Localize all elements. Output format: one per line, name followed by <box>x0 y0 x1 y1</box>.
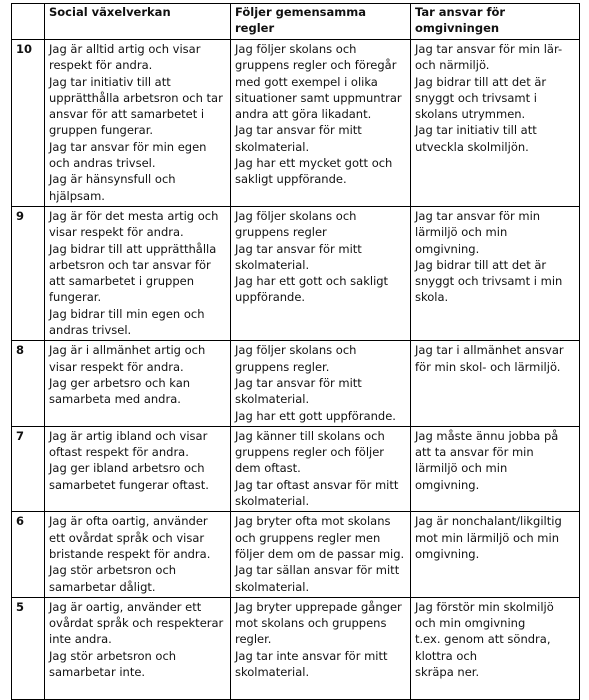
cell-line: Jag är ofta oartig, använder ett ovårdat språk och visar bristande respekt för andra. <box>49 514 211 561</box>
cell-line: Jag bidrar till att upprätthålla arbetsron och tar ansvar för att samarbetet i gruppen fungerar. <box>49 241 217 305</box>
cell-line: skräpa ner. <box>415 664 480 679</box>
cell-line: Jag är alltid artig och visar respekt för andra. <box>49 42 201 73</box>
cell-line: Jag har ett gott uppförande. <box>235 408 396 423</box>
cell-line: Jag tar ansvar för mitt skolmaterial. <box>235 375 362 407</box>
cell-line: Jag stör arbetsron och samarbetar inte. <box>49 648 177 679</box>
grade-cell: 9 <box>12 206 45 340</box>
cell-line: Jag måste ännu jobba på att ta ansvar för min lärmiljö och min omgivning. <box>415 428 559 492</box>
responsibility-cell <box>411 206 580 340</box>
grade-cell: 6 <box>12 512 45 597</box>
responsibility-cell <box>411 426 580 511</box>
rules-column-header: Följer gemensamma regler <box>231 4 411 40</box>
rules-cell <box>231 426 411 511</box>
cell-line: Jag bidrar till att det är snyggt och trivsamt i skolans utrymmen. <box>415 74 547 122</box>
grade-cell: 10 <box>12 40 45 207</box>
table-row <box>12 426 580 511</box>
cell-line: Jag känner till skolans och gruppens regler och följer dem oftast. <box>235 428 385 476</box>
cell-line: Jag tar ansvar för min egen och andras trivsel. <box>49 139 207 171</box>
rules-cell <box>231 341 411 426</box>
social-column-header: Social växelverkan <box>45 4 231 40</box>
social-cell <box>45 341 231 426</box>
cell-line: Jag är hänsynsfull och hjälpsam. <box>49 172 176 203</box>
cell-line: Jag ger ibland arbetsro och samarbetet fungerar oftast. <box>49 461 209 492</box>
cell-line: Jag tar sällan ansvar för mitt skolmaterial. <box>235 563 400 594</box>
header-row <box>12 4 580 40</box>
cell-line: Jag är oartig, använder ett ovårdat språk och respekterar inte andra. <box>49 599 224 647</box>
cell-line: Jag har ett gott och sakligt uppförande. <box>235 274 389 305</box>
table-row <box>12 40 580 207</box>
behavior-rubric-table <box>11 3 580 700</box>
cell-line: Jag stör arbetsron och samarbetar dåligt. <box>49 563 177 594</box>
rules-cell <box>231 597 411 699</box>
cell-line: Jag tar ansvar för mitt skolmaterial. <box>235 241 362 272</box>
cell-line: Jag ger arbetsro och kan samarbeta med andra. <box>49 375 191 407</box>
table-row <box>12 597 580 699</box>
table-row <box>12 206 580 340</box>
cell-line: Jag är nonchalant/likgiltig mot min lärmiljö och min omgivning. <box>415 514 562 561</box>
cell-line: Jag tar ansvar för min lär- och närmiljö. <box>415 42 563 73</box>
social-cell <box>45 597 231 699</box>
cell-line: Jag bryter ofta mot skolans och gruppens regler men följer dem om de passar mig. <box>235 514 405 561</box>
grade-cell: 5 <box>12 597 45 699</box>
cell-line: Jag tar initiativ till att utveckla skolmiljön. <box>415 123 537 154</box>
social-cell <box>45 40 231 207</box>
cell-line: Jag tar initiativ till att upprätthålla arbetsron och tar ansvar för att samarbetet i gruppen fungerar. <box>49 74 223 138</box>
responsibility-cell <box>411 341 580 426</box>
cell-line: Jag tar i allmänhet ansvar för min skol- och lärmiljö. <box>415 343 564 374</box>
cell-line: Jag har ett mycket gott och sakligt uppförande. <box>235 156 393 187</box>
cell-line: Jag tar ansvar för min lärmiljö och min omgivning. <box>415 208 541 256</box>
cell-line: Jag tar inte ansvar för mitt skolmaterial. <box>235 648 388 679</box>
rules-cell <box>231 40 411 207</box>
responsibility-column-header: Tar ansvar för omgivningen <box>411 4 580 40</box>
cell-line: Jag förstör min skolmiljö och min omgivning <box>415 599 554 631</box>
cell-line: Jag är artig ibland och visar oftast respekt för andra. <box>49 428 208 460</box>
cell-line: Jag följer skolans och gruppens regler. <box>235 343 357 374</box>
social-cell <box>45 512 231 597</box>
responsibility-cell <box>411 512 580 597</box>
grade-column-header <box>12 4 45 40</box>
cell-line: Jag bidrar till att det är snyggt och trivsamt i min skola. <box>415 257 563 305</box>
cell-line: Jag följer skolans och gruppens regler och föregår med gott exempel i olika situationer samt uppmuntrar andra att göra likadant. <box>235 42 402 122</box>
cell-line: Jag tar ansvar för mitt skolmaterial. <box>235 123 362 154</box>
cell-line: t.ex. genom att söndra, klottra och <box>415 632 551 663</box>
cell-line: Jag bidrar till min egen och andras trivsel. <box>49 306 205 338</box>
cell-line: Jag tar oftast ansvar för mitt skolmaterial. <box>235 477 399 509</box>
cell-line: Jag följer skolans och gruppens regler <box>235 208 357 240</box>
cell-line: Jag är i allmänhet artig och visar respekt för andra. <box>49 343 206 374</box>
cell-line: Jag är för det mesta artig och visar respekt för andra. <box>49 208 219 240</box>
responsibility-cell <box>411 597 580 699</box>
rules-cell <box>231 206 411 340</box>
cell-line: Jag bryter upprepade gånger mot skolans och gruppens regler. <box>235 599 402 647</box>
responsibility-cell <box>411 40 580 207</box>
social-cell <box>45 206 231 340</box>
table-row <box>12 341 580 426</box>
grade-cell: 7 <box>12 426 45 511</box>
grade-cell: 8 <box>12 341 45 426</box>
rules-cell <box>231 512 411 597</box>
table-row <box>12 512 580 597</box>
social-cell <box>45 426 231 511</box>
